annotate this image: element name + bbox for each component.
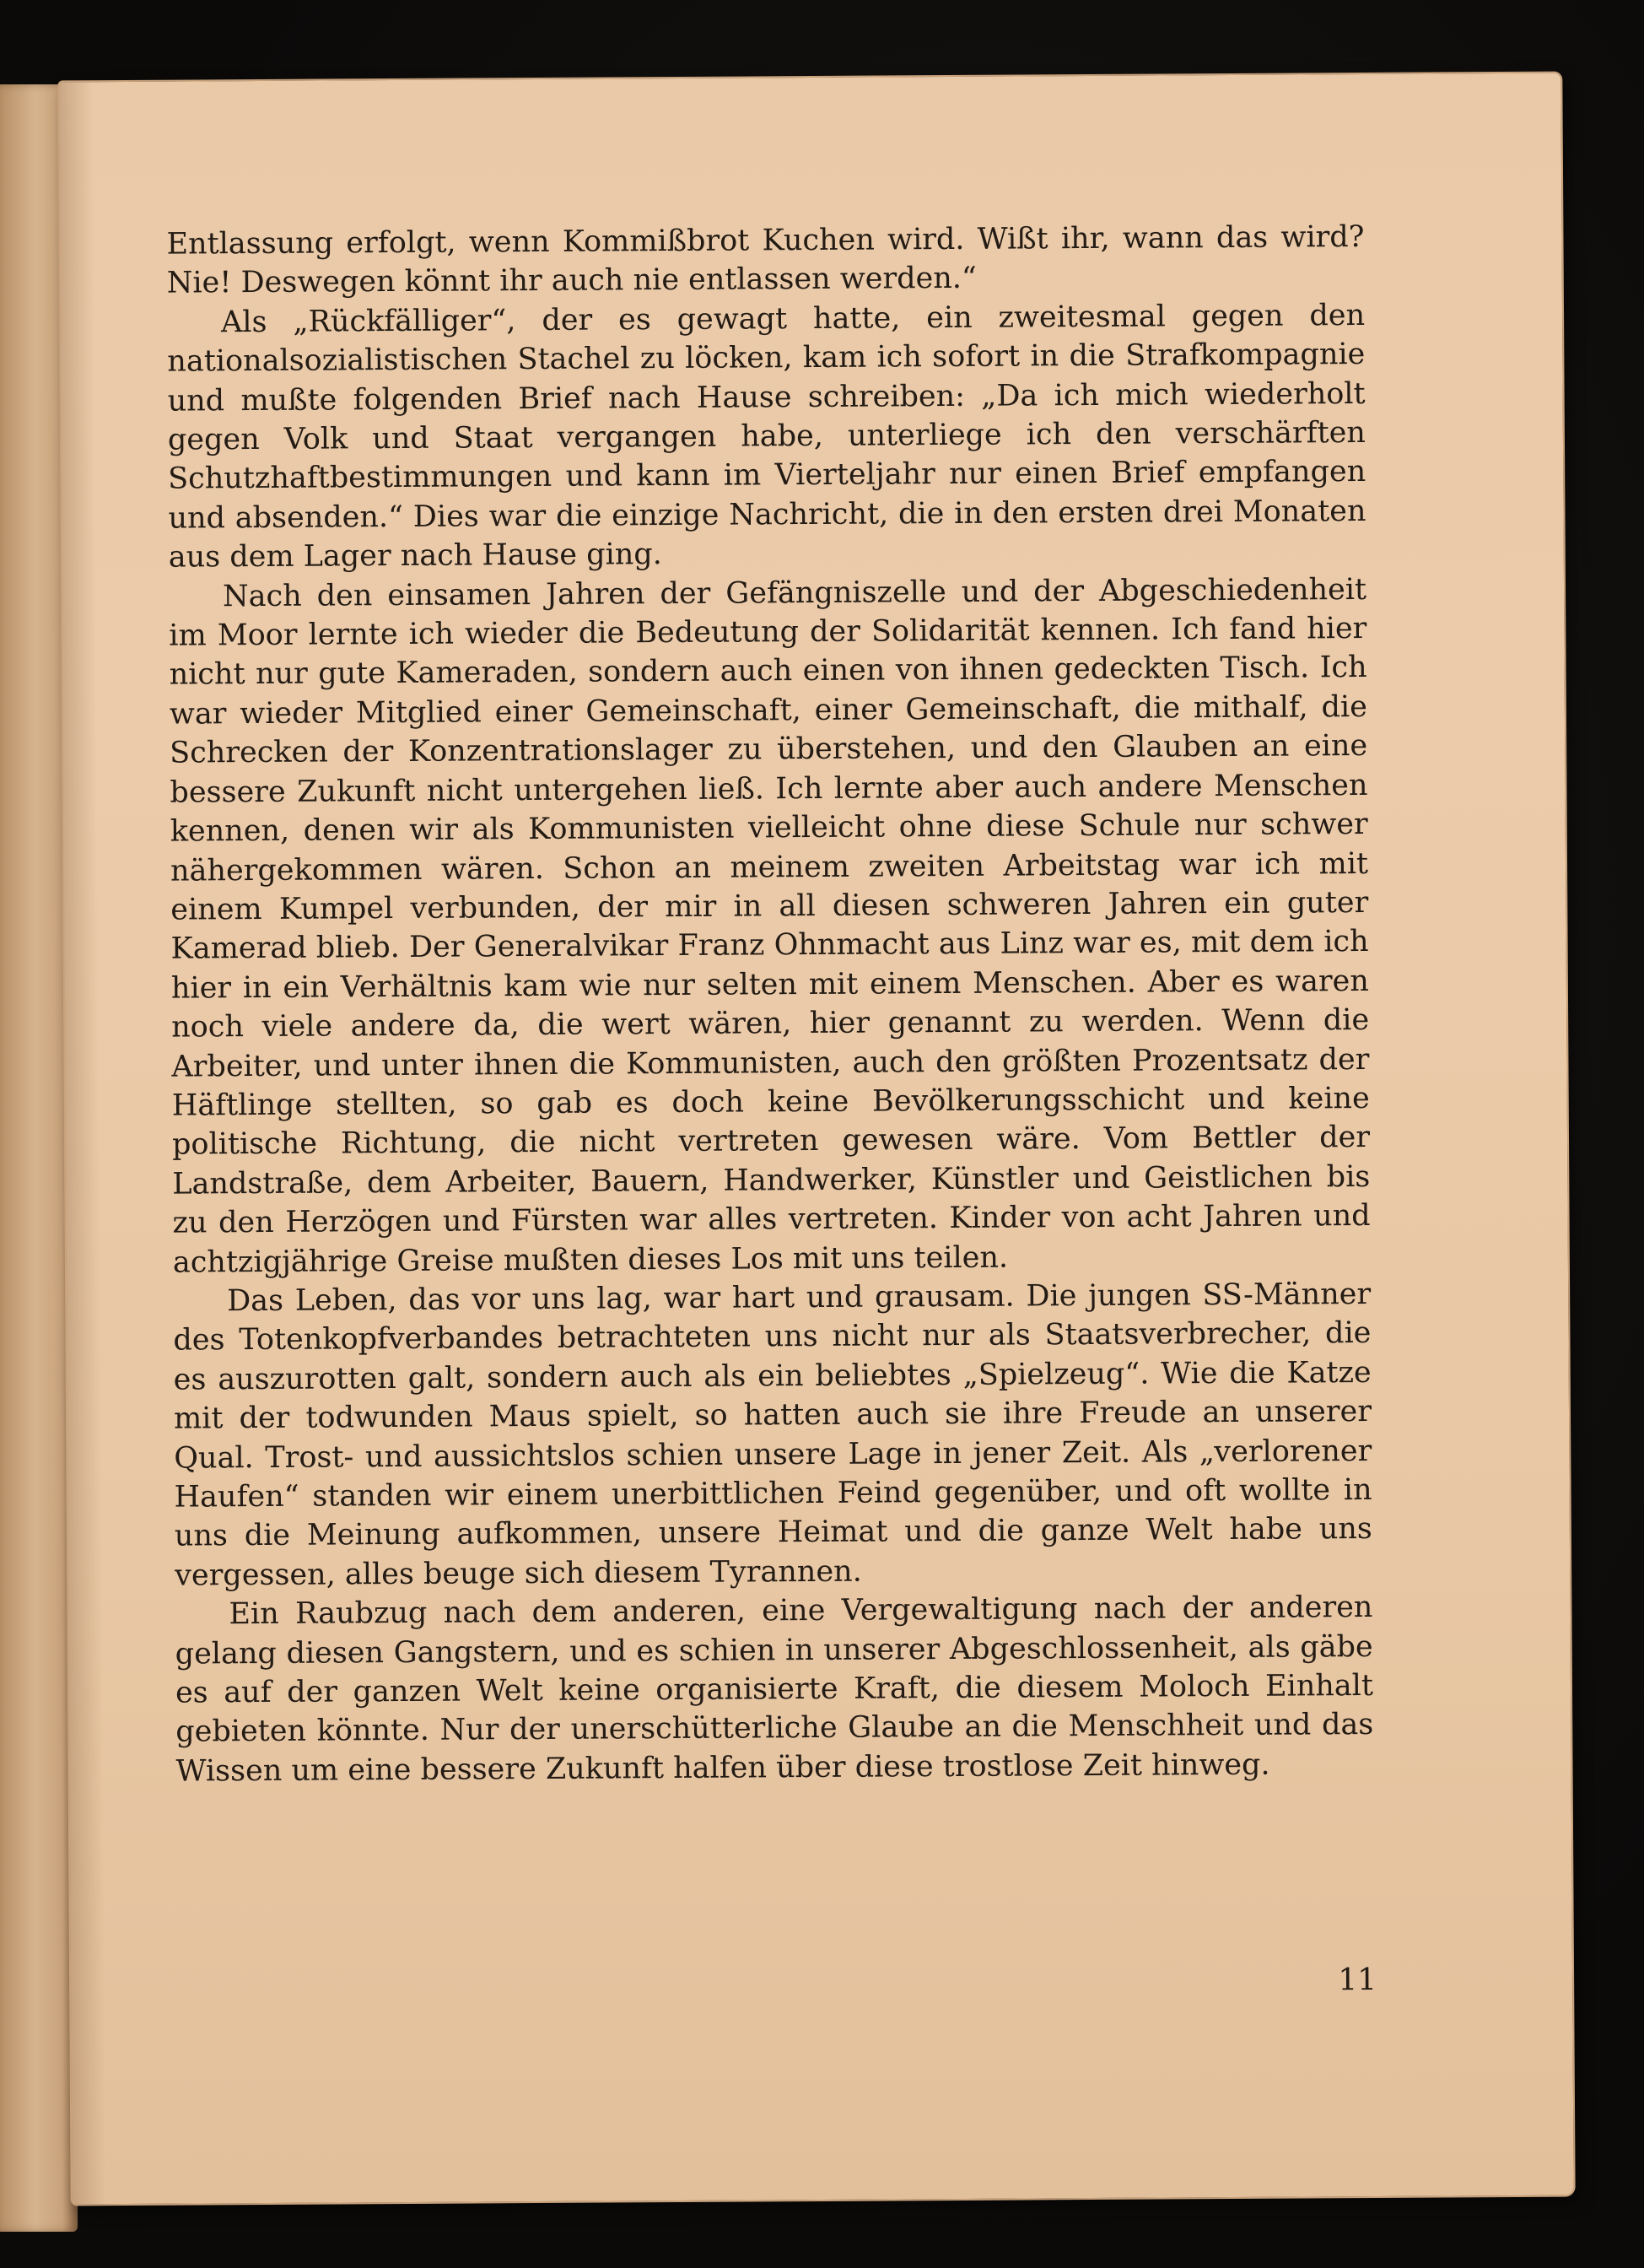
body-text (166, 218, 1373, 1791)
paragraph: Als „Rückfälliger“, der es gewagt hatte, ein zweitesmal gegen den nationalsozialistischen Stachel zu löcken, kam ich sofort in die Strafkompagnie und mußte folgenden Brief nach Hause schreiben: „Da ich mich wiederholt gegen Volk und Staat vergangen habe, unterliege ich den verschärften Schutzhaftbestimmungen und kann im Vierteljahr nur einen Brief empfangen und absenden.“ Dies war die einzige Nachricht, die in den ersten drei Monaten aus dem Lager nach Hause ging. (167, 298, 1366, 575)
paragraph: Ein Raubzug nach dem anderen, eine Vergewaltigung nach der anderen gelang diesen Gangstern, und es schien in unserer Abgeschlossenheit, als gäbe es auf der ganzen Welt keine organisierte Kraft, die diesem Moloch Einhalt gebieten könnte. Nur der unerschütterliche Glaube an die Menschheit und das Wissen um eine bessere Zukunft halfen über diese trostlose Zeit hinweg. (175, 1590, 1374, 1789)
paragraph: Entlassung erfolgt, wenn Kommißbrot Kuchen wird. Wißt ihr, wann das wird? Nie! Deswegen könnt ihr auch nie entlassen werden.“ (166, 220, 1365, 301)
paragraph: Das Leben, das vor uns lag, war hart und grausam. Die jungen SS-Männer des Totenkopfverbandes betrachteten uns nicht nur als Staatsverbrecher, die es auszurotten galt, sondern auch als ein beliebtes „Spielzeug“. Wie die Katze mit der todwunden Maus spielt, so hatten auch sie ihre Freude an unserer Qual. Trost- und aussichtslos schien unsere Lage in jener Zeit. Als „verlorener Haufen“ standen wir einem unerbittlichen Feind gegenüber, und oft wollte in uns die Meinung aufkommen, unsere Heimat und die ganze Welt habe uns vergessen, alles beuge sich diesem Tyrannen. (173, 1277, 1372, 1593)
book-page (59, 73, 1573, 2205)
page-number: 11 (1338, 1962, 1377, 1998)
paragraph: Nach den einsamen Jahren der Gefängniszelle und der Abgeschiedenheit im Moor lernte ich wieder die Bedeutung der Solidarität kennen. Ich fand hier nicht nur gute Kameraden, sondern auch einen von ihnen gedeckten Tisch. Ich war wieder Mitglied einer Gemeinschaft, einer Gemeinschaft, die mithalf, die Schrecken der Konzentrationslager zu überstehen, und den Glauben an eine bessere Zukunft nicht untergehen ließ. Ich lernte aber auch andere Menschen kennen, denen wir als Kommunisten vielleicht ohne diese Schule nur schwer nähergekommen wären. Schon an meinem zweiten Arbeitstag war ich mit einem Kumpel verbunden, der mir in all diesen schweren Jahren ein guter Kamerad blieb. Der Generalvikar Franz Ohnmacht aus Linz war es, mit dem ich hier in ein Verhältnis kam wie nur selten mit einem Menschen. Aber es waren noch viele andere da, die wert wären, hier genannt zu werden. Wenn die Arbeiter, und unter ihnen die Kommunisten, auch den größten Prozentsatz der Häftlinge stellten, so gab es doch keine Bevölkerungsschicht und keine politische Richtung, die nicht vertreten gewesen wäre. Vom Bettler der Landstraße, dem Arbeiter, Bauern, Handwerker, Künstler und Geistlichen bis zu den Herzögen und Fürsten war alles vertreten. Kinder von acht Jahren und achtzigjährige Greise mußten dieses Los mit uns teilen. (169, 572, 1371, 1280)
